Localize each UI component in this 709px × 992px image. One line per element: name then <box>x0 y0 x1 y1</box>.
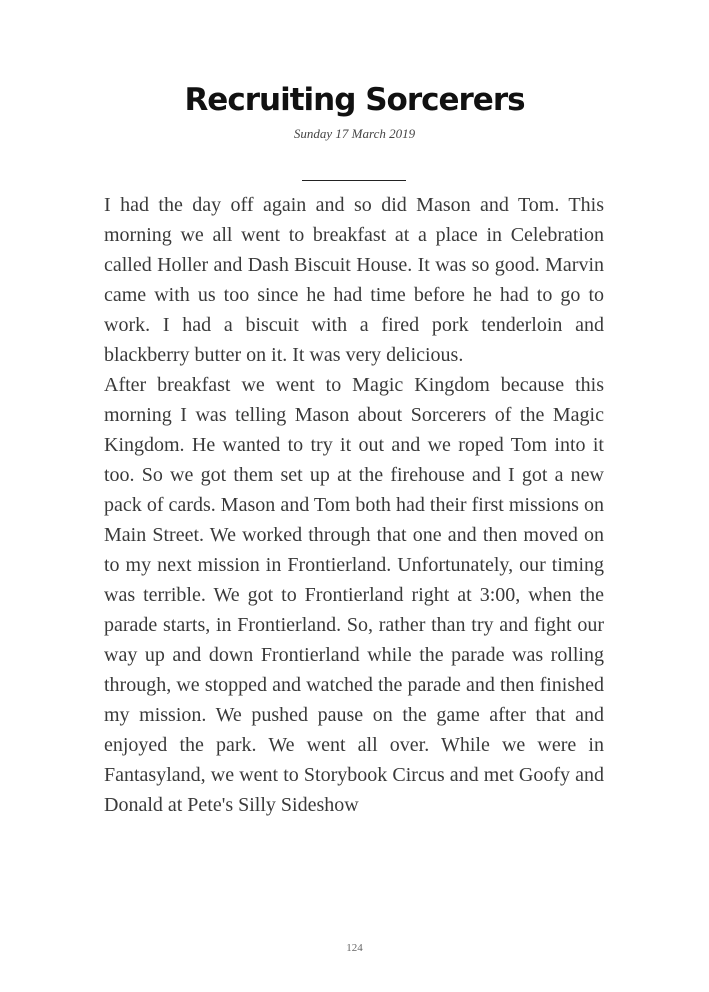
page-number: 124 <box>346 942 363 954</box>
title-divider <box>302 180 406 181</box>
page-title: Recruiting Sorcerers <box>184 82 525 118</box>
entry-date: Sunday 17 March 2019 <box>293 126 416 141</box>
paragraph: After breakfast we went to Magic Kingdom because this morning I was telling Mason about Sorcerers of the Magic Kingdom. He wanted to try it out and we roped Tom into it too. So we got them set up at the firehouse and I got a new pack of cards. Mason and Tom both had their first missions on Main Street. We worked through that one and then moved on to my next mission in Frontierland. Unfortunately, our timing was terrible. We got to Frontierland right at 3:00, when the parade starts, in Frontierland. So, rather than try and fight our way up and down Frontierland while the parade was rolling through, we stopped and watched the parade and then finished my mission. We pushed pause on the game after that and enjoyed the park. We went all over. While we were in Fantasyland, we went to Storybook Circus and met Goofy and Donald at Pete's Silly Sideshow <box>104 374 604 816</box>
paragraph: I had the day off again and so did Mason and Tom. This morning we all went to breakfast at a place in Celebration called Holler and Dash Biscuit House. It was so good. Marvin came with us too since he had time before he had to go to work. I had a biscuit with a fired pork tenderloin and blackberry butter on it. It was very delicious. <box>104 194 604 366</box>
entry-body <box>104 190 604 820</box>
